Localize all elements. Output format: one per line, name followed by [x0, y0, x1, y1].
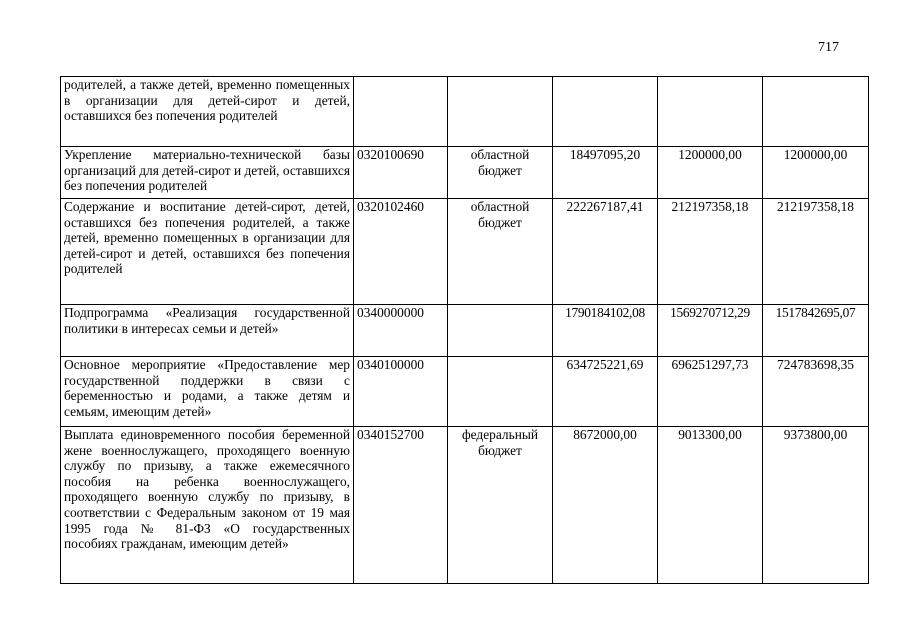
page-number: 717: [818, 40, 839, 55]
row-value-3: 1517842695,07: [763, 305, 869, 357]
row-value-1: 1790184102,08: [553, 305, 658, 357]
row-name: родителей, а также детей, временно помещенных в организации для детей-сирот и детей, оставшихся без попечения родителей: [61, 77, 354, 147]
row-source: областной бюджет: [448, 147, 553, 199]
table-row: [61, 77, 869, 147]
row-value-2: 9013300,00: [658, 427, 763, 584]
table-row: [61, 305, 869, 357]
row-value-1: 18497095,20: [553, 147, 658, 199]
row-source: областной бюджет: [448, 199, 553, 305]
row-value-3: 724783698,35: [763, 357, 869, 427]
row-code: 0340100000: [354, 357, 448, 427]
table-row: [61, 199, 869, 305]
row-code: 0320102460: [354, 199, 448, 305]
row-value-2: [658, 77, 763, 147]
row-source: [448, 77, 553, 147]
row-value-1: [553, 77, 658, 147]
row-name: Подпрограмма «Реализация государственной политики в интересах семьи и детей»: [61, 305, 354, 357]
row-value-1: 222267187,41: [553, 199, 658, 305]
row-value-3: 1200000,00: [763, 147, 869, 199]
row-value-2: 212197358,18: [658, 199, 763, 305]
row-code: [354, 77, 448, 147]
row-source: [448, 357, 553, 427]
row-value-2: 1200000,00: [658, 147, 763, 199]
row-name: Содержание и воспитание детей-сирот, детей, оставшихся без попечения родителей, а также детей, временно помещенных в организации для детей-сирот и детей, оставшихся без попечения родителей: [61, 199, 354, 305]
table-row: [61, 357, 869, 427]
row-code: 0340152700: [354, 427, 448, 584]
row-value-2: 1569270712,29: [658, 305, 763, 357]
budget-table: [60, 76, 869, 584]
row-value-1: 634725221,69: [553, 357, 658, 427]
row-value-1: 8672000,00: [553, 427, 658, 584]
table-row: [61, 147, 869, 199]
row-name: Выплата единовременного пособия беременной жене военнослужащего, проходящего военную службу по призыву, а также ежемесячного пособия на ребенка военнослужащего, проходящего военную службу по призыву, в соответствии с Федеральным законом от 19 мая 1995 года № 81-ФЗ «О государственных пособиях гражданам, имеющим детей»: [61, 427, 354, 584]
row-value-3: [763, 77, 869, 147]
row-name: Основное мероприятие «Предоставление мер государственной поддержки в связи с беременностью и родами, а также детям и семьям, имеющим детей»: [61, 357, 354, 427]
row-source: [448, 305, 553, 357]
row-code: 0320100690: [354, 147, 448, 199]
row-code: 0340000000: [354, 305, 448, 357]
row-value-2: 696251297,73: [658, 357, 763, 427]
row-source: федеральный бюджет: [448, 427, 553, 584]
table-row: [61, 427, 869, 584]
row-value-3: 212197358,18: [763, 199, 869, 305]
row-name: Укрепление материально-технической базы организаций для детей-сирот и детей, оставшихся без попечения родителей: [61, 147, 354, 199]
row-value-3: 9373800,00: [763, 427, 869, 584]
